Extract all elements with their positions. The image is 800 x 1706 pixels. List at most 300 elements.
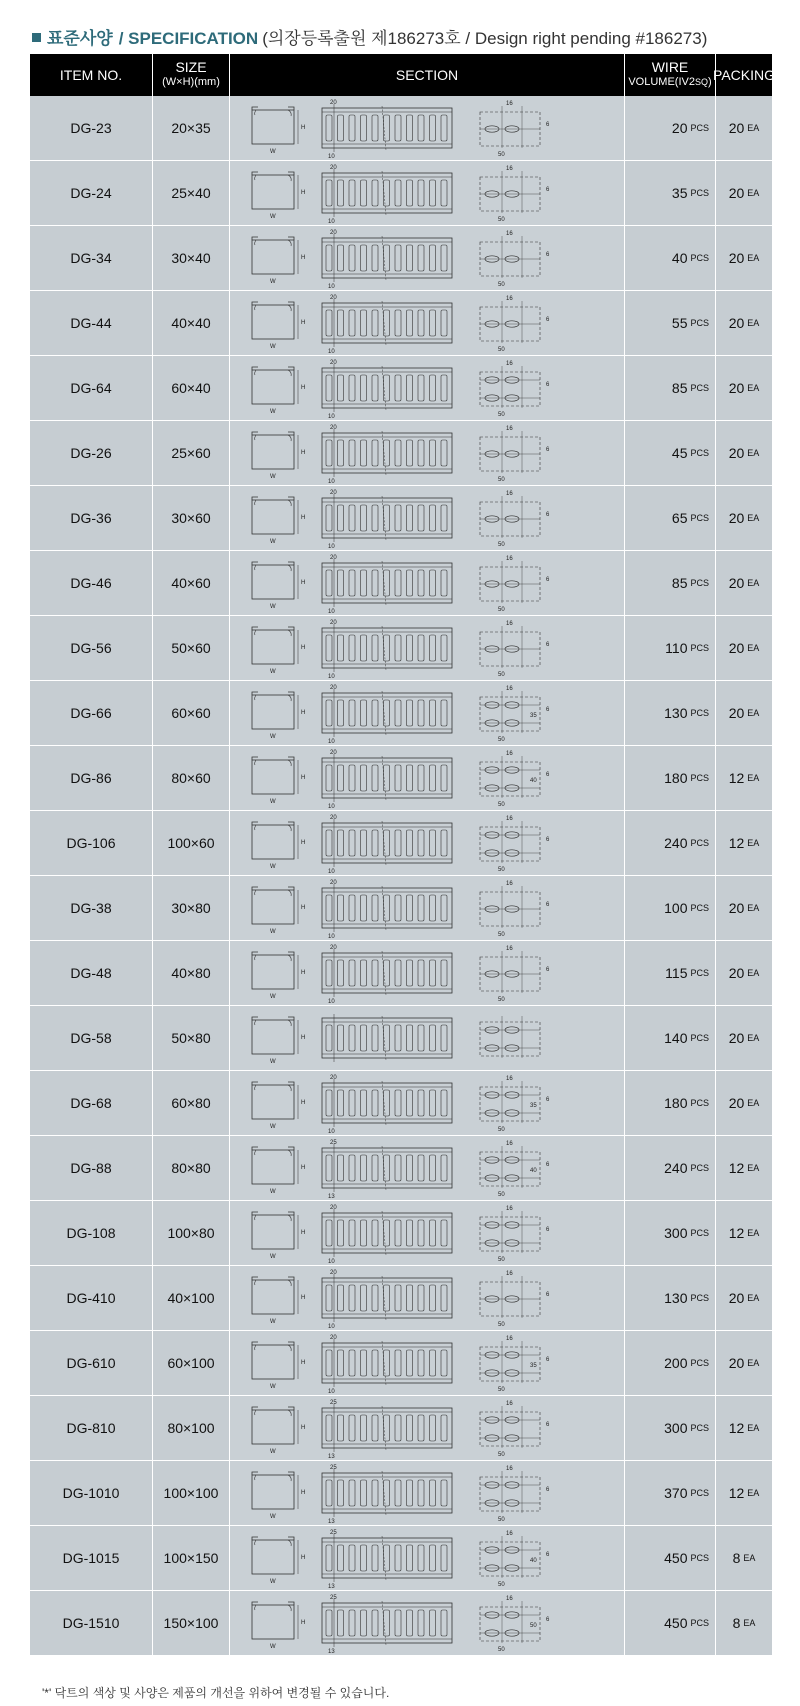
wire-volume [625,1266,715,1330]
width-label: W [270,1189,276,1195]
duct-profile-drawing [252,107,298,144]
width-label: W [270,279,276,285]
slot-width-dimension: 16 [506,1466,513,1472]
pcs-unit: PCS [690,123,709,133]
top-dimension: 20 [330,425,337,431]
slot-pitch-dimension: 50 [498,997,505,1003]
slot-detail-drawing [480,1341,540,1383]
top-dimension: 20 [330,815,337,821]
size-value: 40×100 [153,1266,229,1330]
width-label: W [270,1124,276,1130]
slot-width-dimension: 16 [506,946,513,952]
table-row [30,1201,772,1266]
slot-height-dimension: 6 [546,1162,550,1168]
slot-detail-drawing [480,1211,540,1253]
section-drawing [230,421,624,485]
size-value: 100×80 [153,1201,229,1265]
packing-value: 20 [728,575,745,591]
width-label: W [270,799,276,805]
size-value: 100×100 [153,1461,229,1525]
wire-volume [625,1006,715,1070]
item-number: DG-38 [30,876,152,940]
width-label: W [270,604,276,610]
wire-volume-value: 20 [671,120,688,136]
table-row [30,1591,772,1656]
section-drawing [230,1266,624,1330]
wire-volume-value: 65 [671,510,688,526]
table-row [30,681,772,746]
packing-value: 20 [728,1095,745,1111]
ea-unit: EA [747,318,760,328]
duct-profile-drawing [252,1602,298,1639]
slot-detail-drawing [480,951,540,993]
top-dimension: 20 [330,750,337,756]
duct-profile-drawing [252,627,298,664]
item-number: DG-26 [30,421,152,485]
slot-detail-drawing [480,1471,540,1513]
height-label: H [301,515,306,521]
bottom-dimension: 10 [328,219,335,225]
slot-detail-drawing [480,886,540,928]
table-row [30,421,772,486]
slot-height-dimension: 6 [546,1617,550,1623]
slot-width-dimension: 16 [506,556,513,562]
section-drawing [230,291,624,355]
slot-width-dimension: 16 [506,1076,513,1082]
wire-volume [625,486,715,550]
table-row [30,356,772,421]
table-row [30,876,772,941]
ea-unit: EA [747,1228,760,1238]
duct-elevation-drawing [322,1404,452,1452]
ea-unit: EA [747,643,760,653]
top-dimension: 20 [330,100,337,106]
item-number: DG-1015 [30,1526,152,1590]
pcs-unit: PCS [690,513,709,523]
height-label: H [301,775,306,781]
wire-volume [625,876,715,940]
slot-pitch-dimension: 50 [498,1582,505,1588]
slot-width-dimension: 16 [506,621,513,627]
bottom-dimension: 13 [328,1649,335,1655]
slot-detail-drawing [480,496,540,538]
slot-height-dimension: 6 [546,772,550,778]
wire-volume [625,291,715,355]
slot-height-dimension: 6 [546,447,550,453]
bottom-dimension: 10 [328,999,335,1005]
packing-value: 20 [728,120,745,136]
duct-elevation-drawing [322,364,452,412]
slot-detail-drawing [480,561,540,603]
width-label: W [270,994,276,1000]
duct-elevation-drawing [322,1079,452,1127]
slot-pitch-dimension: 50 [498,1127,505,1133]
height-label: H [301,450,306,456]
height-label: H [301,1360,306,1366]
duct-elevation-drawing [322,689,452,737]
duct-profile-drawing [252,562,298,599]
bottom-dimension: 13 [328,1519,335,1525]
ea-unit: EA [743,1618,756,1628]
bottom-dimension: 10 [328,1259,335,1265]
slot-height-dimension: 6 [546,1292,550,1298]
bottom-dimension: 10 [328,934,335,940]
slot-detail-drawing [480,366,540,408]
section-drawing [230,1526,624,1590]
duct-elevation-drawing [322,1339,452,1387]
packing [716,876,772,940]
table-row [30,291,772,356]
pcs-unit: PCS [690,1553,709,1563]
height-label: H [301,840,306,846]
slot-height-dimension: 6 [546,122,550,128]
packing [716,616,772,680]
packing-value: 12 [728,1420,745,1436]
slot-vertical-dimension: 35 [530,713,537,719]
packing [716,1006,772,1070]
packing [716,551,772,615]
wire-volume [625,746,715,810]
slot-height-dimension: 6 [546,1422,550,1428]
size-value: 80×100 [153,1396,229,1460]
ea-unit: EA [747,448,760,458]
slot-pitch-dimension: 50 [498,1192,505,1198]
packing [716,681,772,745]
width-label: W [270,864,276,870]
pcs-unit: PCS [690,838,709,848]
bottom-dimension: 10 [328,284,335,290]
packing [716,1396,772,1460]
packing [716,1266,772,1330]
duct-profile-drawing [252,1277,298,1314]
slot-detail-drawing [480,106,540,148]
height-label: H [301,710,306,716]
height-label: H [301,1035,306,1041]
size-value: 100×60 [153,811,229,875]
slot-pitch-dimension: 50 [498,1322,505,1328]
wire-volume [625,1136,715,1200]
item-number: DG-36 [30,486,152,550]
slot-height-dimension: 6 [546,1487,550,1493]
ea-unit: EA [747,383,760,393]
pcs-unit: PCS [690,1618,709,1628]
duct-elevation-drawing [322,624,452,672]
item-number: DG-810 [30,1396,152,1460]
width-label: W [270,214,276,220]
pcs-unit: PCS [690,188,709,198]
packing-value: 8 [732,1615,741,1631]
ea-unit: EA [743,1553,756,1563]
duct-profile-drawing [252,1537,298,1574]
slot-pitch-dimension: 50 [498,1452,505,1458]
size-value: 150×100 [153,1591,229,1655]
pcs-unit: PCS [690,1098,709,1108]
wire-volume-value: 130 [664,705,688,721]
pcs-unit: PCS [690,1228,709,1238]
width-label: W [270,149,276,155]
slot-height-dimension: 6 [546,902,550,908]
section-drawing [230,746,624,810]
packing [716,356,772,420]
table-row [30,226,772,291]
size-value: 60×40 [153,356,229,420]
packing [716,486,772,550]
duct-elevation-drawing [322,1599,452,1647]
slot-pitch-dimension: 50 [498,867,505,873]
heading-note: (의장등록출원 제186273호 / Design right pending #186273) [262,29,708,48]
pcs-unit: PCS [690,643,709,653]
pcs-unit: PCS [690,1423,709,1433]
packing [716,1331,772,1395]
slot-width-dimension: 16 [506,1531,513,1537]
packing-value: 8 [732,1550,741,1566]
wire-volume-value: 200 [664,1355,688,1371]
pcs-unit: PCS [690,708,709,718]
slot-height-dimension: 6 [546,512,550,518]
size-value: 30×80 [153,876,229,940]
ea-unit: EA [747,708,760,718]
slot-height-dimension: 6 [546,1357,550,1363]
height-label: H [301,320,306,326]
wire-volume-value: 180 [664,1095,688,1111]
duct-elevation-drawing [322,429,452,477]
table-row [30,1071,772,1136]
wire-volume-value: 450 [664,1550,688,1566]
height-label: H [301,385,306,391]
section-drawing [230,1461,624,1525]
ea-unit: EA [747,1293,760,1303]
section-drawing [230,96,624,160]
bottom-dimension: 10 [328,349,335,355]
table-row [30,746,772,811]
ea-unit: EA [747,968,760,978]
pcs-unit: PCS [690,1163,709,1173]
height-label: H [301,905,306,911]
slot-vertical-dimension: 40 [530,1168,537,1174]
top-dimension: 20 [330,295,337,301]
size-value: 50×60 [153,616,229,680]
packing-value: 20 [728,705,745,721]
height-label: H [301,1425,306,1431]
slot-pitch-dimension: 50 [498,347,505,353]
column-header-packing: PACKING [713,66,775,83]
bottom-dimension: 10 [328,804,335,810]
packing [716,941,772,1005]
bottom-dimension: 10 [328,674,335,680]
ea-unit: EA [747,578,760,588]
wire-volume [625,941,715,1005]
packing [716,161,772,225]
column-header-size: SIZE (W×H)(mm) [162,59,220,88]
duct-profile-drawing [252,237,298,274]
slot-height-dimension: 6 [546,317,550,323]
slot-height-dimension: 6 [546,1227,550,1233]
packing-value: 12 [728,1160,745,1176]
ea-unit: EA [747,123,760,133]
top-dimension: 20 [330,165,337,171]
table-row [30,1396,772,1461]
wire-volume-value: 110 [665,640,688,656]
slot-height-dimension: 6 [546,382,550,388]
table-row [30,1136,772,1201]
top-dimension: 20 [330,620,337,626]
slot-detail-drawing [480,301,540,343]
slot-pitch-dimension: 50 [498,477,505,483]
ea-unit: EA [747,513,760,523]
width-label: W [270,1059,276,1065]
packing-value: 20 [728,315,745,331]
wire-volume-value: 300 [664,1420,688,1436]
table-row [30,1331,772,1396]
bottom-dimension: 10 [328,414,335,420]
slot-width-dimension: 16 [506,231,513,237]
width-label: W [270,734,276,740]
slot-height-dimension: 6 [546,1097,550,1103]
item-number: DG-44 [30,291,152,355]
slot-pitch-dimension: 50 [498,802,505,808]
packing [716,1201,772,1265]
duct-elevation-drawing [322,169,452,217]
wire-volume [625,226,715,290]
wire-volume-value: 450 [664,1615,688,1631]
packing-value: 20 [728,445,745,461]
size-value: 30×60 [153,486,229,550]
top-dimension: 20 [330,1205,337,1211]
slot-detail-drawing [480,821,540,863]
pcs-unit: PCS [690,1293,709,1303]
size-value: 40×60 [153,551,229,615]
wire-volume-value: 35 [671,185,688,201]
section-drawing [230,681,624,745]
slot-pitch-dimension: 50 [498,607,505,613]
item-number: DG-1010 [30,1461,152,1525]
table-row [30,1006,772,1071]
wire-volume-value: 140 [664,1030,688,1046]
packing [716,226,772,290]
section-drawing [230,811,624,875]
top-dimension: 20 [330,230,337,236]
wire-volume [625,96,715,160]
size-value: 30×40 [153,226,229,290]
size-value: 100×150 [153,1526,229,1590]
table-row [30,1266,772,1331]
spec-heading [32,28,772,50]
item-number: DG-66 [30,681,152,745]
width-label: W [270,1644,276,1650]
height-label: H [301,1490,306,1496]
bottom-dimension: 13 [328,1584,335,1590]
height-label: H [301,1230,306,1236]
wire-volume [625,551,715,615]
pcs-unit: PCS [690,318,709,328]
wire-volume-value: 100 [664,900,688,916]
bottom-dimension: 13 [328,1454,335,1460]
section-drawing [230,1071,624,1135]
size-value: 20×35 [153,96,229,160]
width-label: W [270,1319,276,1325]
packing [716,811,772,875]
width-label: W [270,929,276,935]
top-dimension: 20 [330,1075,337,1081]
slot-pitch-dimension: 50 [498,932,505,938]
bottom-dimension: 10 [328,1324,335,1330]
ea-unit: EA [747,1033,760,1043]
top-dimension: 20 [330,1335,337,1341]
wire-volume [625,1526,715,1590]
slot-width-dimension: 16 [506,816,513,822]
ea-unit: EA [747,253,760,263]
packing [716,1591,772,1655]
packing [716,291,772,355]
height-label: H [301,1555,306,1561]
table-row [30,616,772,681]
packing-value: 12 [728,1485,745,1501]
section-drawing [230,1396,624,1460]
size-value: 25×40 [153,161,229,225]
wire-volume [625,811,715,875]
slot-detail-drawing [480,626,540,668]
bottom-dimension: 10 [328,609,335,615]
ea-unit: EA [747,773,760,783]
item-number: DG-610 [30,1331,152,1395]
item-number: DG-34 [30,226,152,290]
width-label: W [270,1254,276,1260]
pcs-unit: PCS [690,773,709,783]
slot-pitch-dimension: 50 [498,737,505,743]
section-drawing [230,941,624,1005]
wire-volume [625,421,715,485]
packing-value: 20 [728,510,745,526]
wire-volume [625,161,715,225]
wire-volume [625,1591,715,1655]
section-drawing [230,1591,624,1655]
duct-profile-drawing [252,1212,298,1249]
pcs-unit: PCS [690,1033,709,1043]
duct-profile-drawing [252,172,298,209]
bottom-dimension: 10 [328,739,335,745]
slot-width-dimension: 16 [506,1141,513,1147]
slot-width-dimension: 16 [506,686,513,692]
pcs-unit: PCS [690,578,709,588]
wire-volume-value: 240 [664,1160,688,1176]
ea-unit: EA [747,1098,760,1108]
size-value: 60×100 [153,1331,229,1395]
packing-value: 20 [728,250,745,266]
wire-volume-value: 180 [664,770,688,786]
table-row [30,941,772,1006]
height-label: H [301,970,306,976]
duct-elevation-drawing [322,1469,452,1517]
height-label: H [301,580,306,586]
duct-elevation-drawing [322,104,452,152]
top-dimension: 20 [330,555,337,561]
slot-detail-drawing [480,236,540,278]
item-number: DG-23 [30,96,152,160]
slot-pitch-dimension: 50 [498,542,505,548]
wire-volume [625,1071,715,1135]
section-drawing [230,1136,624,1200]
duct-profile-drawing [252,887,298,924]
packing-value: 20 [728,1290,745,1306]
item-number: DG-58 [30,1006,152,1070]
table-header [30,54,775,96]
height-label: H [301,1165,306,1171]
slot-height-dimension: 6 [546,1552,550,1558]
duct-profile-drawing [252,1472,298,1509]
pcs-unit: PCS [690,383,709,393]
slot-width-dimension: 16 [506,166,513,172]
slot-detail-drawing [480,1601,540,1643]
